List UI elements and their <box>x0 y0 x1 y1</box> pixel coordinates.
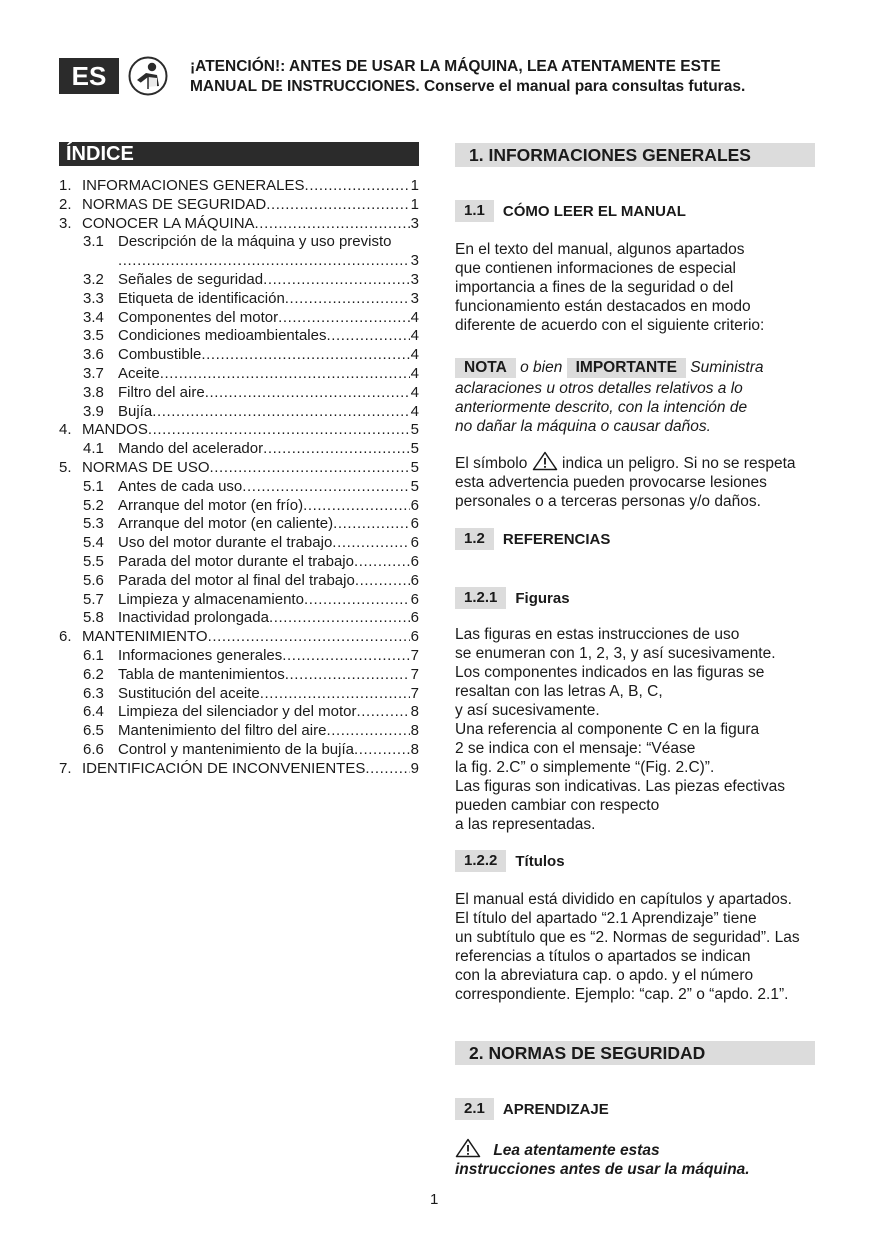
titles-paragraph: El manual está dividido en capítulos y apartados. El título del apartado “2.1 Aprendizaje” tiene un subtítulo que es “2. Normas de seguridad”. Las referencias a títulos o apartados se indican con la abreviatura cap. o apdo. y el número correspondiente. Ejemplo: “cap. 2” o “apdo. 2.1”. <box>455 891 800 1003</box>
dot-leader <box>333 515 410 534</box>
dot-leader <box>118 252 410 271</box>
page-number: 1 <box>430 1191 439 1208</box>
dot-leader <box>242 478 409 497</box>
nota-tag: NOTA <box>455 358 516 378</box>
toc-entry: 6.3 Sustitución del aceite ..... 7 <box>59 685 419 704</box>
dot-leader <box>205 384 410 403</box>
language-badge: ES <box>59 58 119 94</box>
read-instructions-warning: Lea atentamente estas instrucciones antes de usar la máquina. <box>455 1138 825 1179</box>
toc-entry: 6.6 Control y mantenimiento de la bujía ..... 8 <box>59 741 419 760</box>
subsection-2-1-heading: 2.1 APRENDIZAJE <box>455 1098 609 1120</box>
dot-leader <box>266 196 409 215</box>
toc-entry: 6.1 Informaciones generales ..... 7 <box>59 647 419 666</box>
subsection-1-1-heading: 1.1 CÓMO LEER EL MANUAL <box>455 200 686 222</box>
dot-leader <box>210 459 410 478</box>
importante-tag: IMPORTANTE <box>567 358 686 378</box>
toc-entry: 5.8 Inactividad prolongada ..... 6 <box>59 609 419 628</box>
subsection-1-2-2-heading: 1.2.2 Títulos <box>455 850 565 872</box>
toc-entry: 5.7 Limpieza y almacenamiento ..... 6 <box>59 591 419 610</box>
dot-leader <box>263 271 410 290</box>
dot-leader <box>354 553 410 572</box>
dot-leader <box>208 628 410 647</box>
toc-entry: 4. MANDOS ..... 5 <box>59 421 419 440</box>
toc-entry: 3.4 Componentes del motor ..... 4 <box>59 309 419 328</box>
toc-entry: 3. CONOCER LA MÁQUINA ..... 3 <box>59 215 419 234</box>
dot-leader <box>148 421 410 440</box>
toc-entry: 4.1 Mando del acelerador ..... 5 <box>59 440 419 459</box>
dot-leader <box>326 722 409 741</box>
dot-leader <box>303 497 410 516</box>
dot-leader <box>282 647 409 666</box>
toc-entry: 3.6 Combustible ..... 4 <box>59 346 419 365</box>
index-title: ÍNDICE <box>59 142 419 166</box>
table-of-contents <box>59 177 419 779</box>
toc-entry: 3.1 Descripción de la máquina y uso previsto <box>83 233 392 251</box>
toc-entry: 3.2 Señales de seguridad ..... 3 <box>59 271 419 290</box>
dot-leader <box>354 741 410 760</box>
toc-entry: 2. NORMAS DE SEGURIDAD ..... 1 <box>59 196 419 215</box>
dot-leader <box>332 534 409 553</box>
toc-entry: 5.5 Parada del motor durante el trabajo ..... 6 <box>59 553 419 572</box>
dot-leader <box>152 403 409 422</box>
dot-leader <box>285 666 410 685</box>
dot-leader <box>263 440 410 459</box>
toc-entry: 6.5 Mantenimiento del filtro del aire ..... 8 <box>59 722 419 741</box>
dot-leader <box>160 365 410 384</box>
toc-entry: 5.6 Parada del motor al final del trabajo ..... 6 <box>59 572 419 591</box>
toc-entry: 3.8 Filtro del aire ..... 4 <box>59 384 419 403</box>
toc-entry: 5. NORMAS DE USO ..... 5 <box>59 459 419 478</box>
toc-entry: 5.3 Arranque del motor (en caliente) ..... 6 <box>59 515 419 534</box>
warning-triangle-icon <box>455 1138 481 1158</box>
symbol-paragraph: El símbolo indica un peligro. Si no se respeta esta advertencia pueden provocarse lesiones personales o a terceras personas y/o daños. <box>455 451 825 511</box>
section-2-heading: 2. NORMAS DE SEGURIDAD <box>455 1041 815 1065</box>
dot-leader <box>326 327 409 346</box>
dot-leader <box>269 609 410 628</box>
dot-leader <box>278 309 410 328</box>
dot-leader <box>305 177 410 196</box>
dot-leader <box>365 760 409 779</box>
warning-triangle-icon <box>532 451 558 471</box>
toc-entry: 3.5 Condiciones medioambientales ..... 4 <box>59 327 419 346</box>
toc-entry: 6. MANTENIMIENTO ..... 6 <box>59 628 419 647</box>
note-paragraph: NOTA o bien IMPORTANTE Suministra aclaraciones u otros detalles relativos a lo anteriormente descrito, con la intención de no dañar la máquina o causar daños. <box>455 359 764 435</box>
toc-entry: 3.9 Bujía ..... 4 <box>59 403 419 422</box>
toc-entry: 3.7 Aceite ..... 4 <box>59 365 419 384</box>
toc-entry: 6.2 Tabla de mantenimientos ..... 7 <box>59 666 419 685</box>
subsection-1-2-1-heading: 1.2.1 Figuras <box>455 587 570 609</box>
dot-leader <box>201 346 409 365</box>
dot-leader <box>285 290 410 309</box>
dot-leader <box>260 685 410 704</box>
dot-leader <box>255 215 410 234</box>
subsection-1-2-heading: 1.2 REFERENCIAS <box>455 528 610 550</box>
toc-entry: 6.4 Limpieza del silenciador y del motor ..... 8 <box>59 703 419 722</box>
toc-entry: 5.4 Uso del motor durante el trabajo ..... 6 <box>59 534 419 553</box>
toc-entry: 1. INFORMACIONES GENERALES ..... 1 <box>59 177 419 196</box>
dot-leader <box>355 572 410 591</box>
section-1-heading: 1. INFORMACIONES GENERALES <box>455 143 815 167</box>
attention-notice: ¡ATENCIÓN!: ANTES DE USAR LA MÁQUINA, LEA ATENTAMENTE ESTE MANUAL DE INSTRUCCIONES. Conserve el manual para consultas futuras. <box>190 58 746 95</box>
toc-entry: 5.1 Antes de cada uso ..... 5 <box>59 478 419 497</box>
toc-entry-continuation: ..... 3 <box>59 252 419 271</box>
intro-paragraph: En el texto del manual, algunos apartados que contienen informaciones de especial importancia a fines de la seguridad o del funcionamiento están destacados en modo diferente de acuerdo con el siguiente criterio: <box>455 241 765 334</box>
dot-leader <box>356 703 409 722</box>
read-manual-icon <box>128 56 168 96</box>
toc-entry: 3.3 Etiqueta de identificación ..... 3 <box>59 290 419 309</box>
toc-entry: 7. IDENTIFICACIÓN DE INCONVENIENTES ..... 9 <box>59 760 419 779</box>
toc-entry: 5.2 Arranque del motor (en frío) ..... 6 <box>59 497 419 516</box>
figures-paragraph: Las figuras en estas instrucciones de uso se enumeran con 1, 2, 3, y así sucesivamente. Los componentes indicados en las figuras se resaltan con las letras A, B, C, y así sucesivamente. Una referencia al componente C en la figura 2 se indica con el mensaje: “Véase la fig. 2.C” o simplemente “(Fig. 2.C)”. Las figuras son indicativas. Las piezas efectivas pueden cambiar con respecto a las representadas. <box>455 626 785 833</box>
dot-leader <box>304 591 410 610</box>
